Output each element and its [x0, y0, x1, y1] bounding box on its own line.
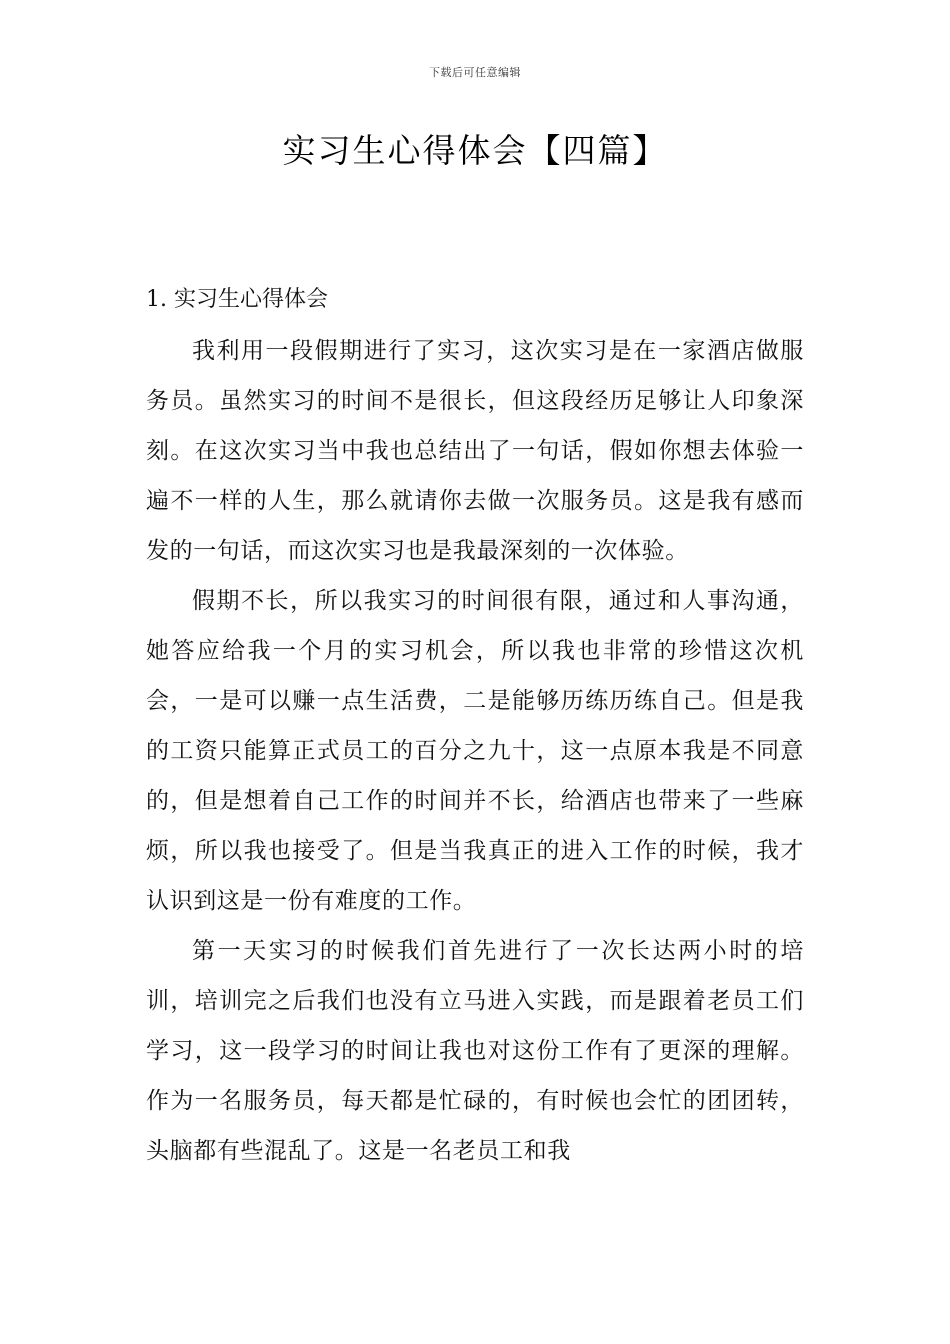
page-header-note: 下载后可任意编辑	[429, 66, 521, 79]
document-body	[146, 326, 804, 1176]
paragraph-2: 假期不长，所以我实习的时间很有限，通过和人事沟通，她答应给我一个月的实习机会，所以我也非常的珍惜这次机会，一是可以赚一点生活费，二是能够历练历练自己。但是我的工资只能算正式员工的百分之九十，这一点原本我是不同意的，但是想着自己工作的时间并不长，给酒店也带来了一些麻烦，所以我也接受了。但是当我真正的进入工作的时候，我才认识到这是一份有难度的工作。	[146, 588, 804, 914]
document-title: 实习生心得体会【四篇】	[282, 131, 668, 170]
paragraph-1: 我利用一段假期进行了实习，这次实习是在一家酒店做服务员。虽然实习的时间不是很长，但这段经历足够让人印象深刻。在这次实习当中我也总结出了一句话，假如你想去体验一遍不一样的人生，那么就请你去做一次服务员。这是我有感而发的一句话，而这次实习也是我最深刻的一次体验。	[146, 338, 804, 564]
paragraph-3: 第一天实习的时候我们首先进行了一次长达两小时的培训，培训完之后我们也没有立马进入实践，而是跟着老员工们学习，这一段学习的时间让我也对这份工作有了更深的理解。作为一名服务员，每天都是忙碌的，有时候也会忙的团团转，头脑都有些混乱了。这是一名老员工和我	[146, 938, 804, 1164]
section-heading: 1. 实习生心得体会	[146, 287, 328, 312]
